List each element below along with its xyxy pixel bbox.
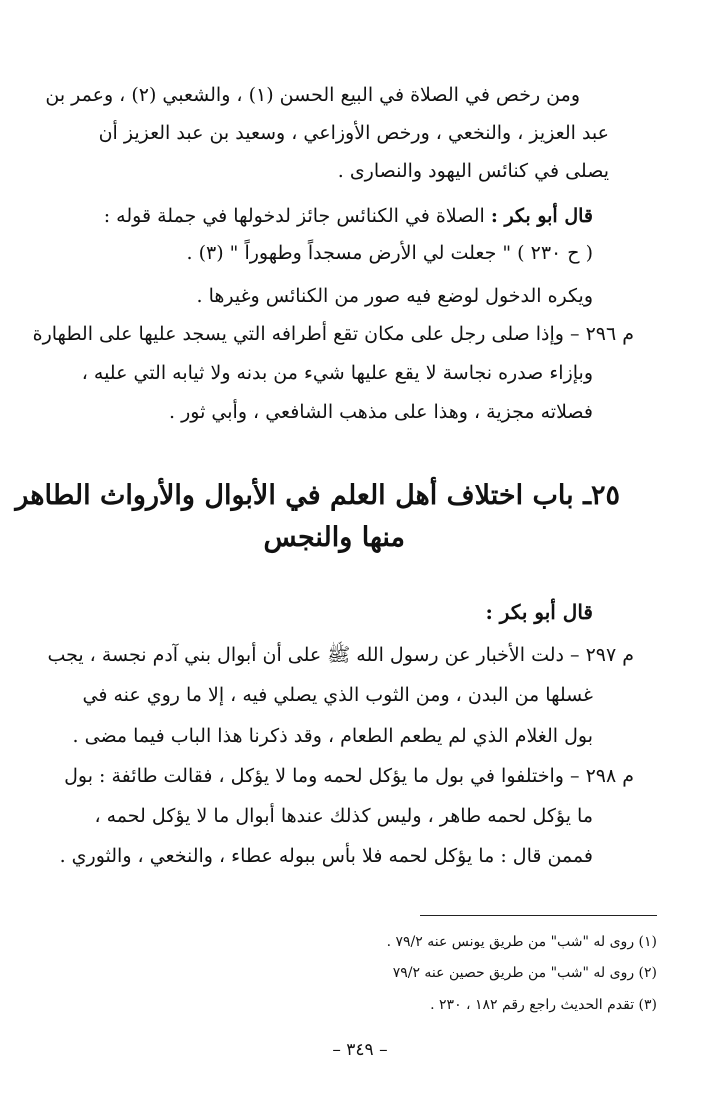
footnote-divider: [420, 915, 657, 916]
body-line: ومن رخص في الصلاة في البيع الحسن (١) ، والشعبي (٢) ، وعمر بن: [45, 84, 580, 106]
page-number: – ٣٤٩ –: [332, 1040, 388, 1060]
abu-bakr-text: الصلاة في الكنائس جائز لدخولها في جملة قوله :: [103, 205, 491, 227]
footnote: (١) روى له "شب" من طريق يونس عنه ٧٩/٢ .: [386, 934, 657, 950]
issue-297-line: م ٢٩٧ – دلت الأخبار عن رسول الله ﷺ على أن أبوال بني آدم نجسة ، يجب: [47, 644, 634, 666]
body-line: ويكره الدخول لوضع فيه صور من الكنائس وغيرها .: [196, 285, 593, 307]
issue-296-line: وبإزاء صدره نجاسة لا يقع عليها شيء من بدنه ولا ثيابه التي عليه ،: [81, 362, 593, 384]
issue-297-line: غسلها من البدن ، ومن الثوب الذي يصلي فيه ، إلا ما روي عنه في: [82, 684, 593, 706]
chapter-heading: منها والنجس: [263, 522, 405, 553]
abu-bakr-lead: قال أبو بكر :: [485, 600, 593, 624]
issue-298-line: ما يؤكل لحمه طاهر ، وليس كذلك عندها أبوال ما لا يؤكل لحمه ،: [94, 805, 593, 827]
body-line: عبد العزيز ، والنخعي ، ورخص الأوزاعي ، وسعيد بن عبد العزيز أن: [98, 122, 609, 144]
abu-bakr-lead: قال أبو بكر :: [490, 205, 593, 227]
issue-296-line: فصلاته مجزية ، وهذا على مذهب الشافعي ، وأبي ثور .: [169, 401, 593, 423]
issue-298-line: فممن قال : ما يؤكل لحمه فلا بأس ببوله عطاء ، والنخعي ، والثوري .: [59, 845, 593, 867]
footnote: (٢) روى له "شب" من طريق حصين عنه ٧٩/٢: [392, 965, 657, 981]
hadith-reference: ( ح ٢٣٠ ) " جعلت لي الأرض مسجداً وطهوراً " (٣) .: [186, 242, 593, 264]
chapter-heading: ٢٥ـ باب اختلاف أهل العلم في الأبوال والأرواث الطاهر: [15, 480, 620, 511]
abu-bakr-statement: [104, 203, 593, 229]
issue-296-line: م ٢٩٦ – وإذا صلى رجل على مكان تقع أطرافه التي يسجد عليها على الطهارة: [32, 323, 634, 345]
issue-298-line: م ٢٩٨ – واختلفوا في بول ما يؤكل لحمه وما لا يؤكل ، فقالت طائفة : بول: [64, 765, 634, 787]
footnote: (٣) تقدم الحديث راجع رقم ١٨٢ ، ٢٣٠ .: [430, 997, 657, 1013]
issue-297-line: بول الغلام الذي لم يطعم الطعام ، وقد ذكرنا هذا الباب فيما مضى .: [72, 725, 593, 747]
body-line: يصلى في كنائس اليهود والنصارى .: [337, 160, 609, 182]
